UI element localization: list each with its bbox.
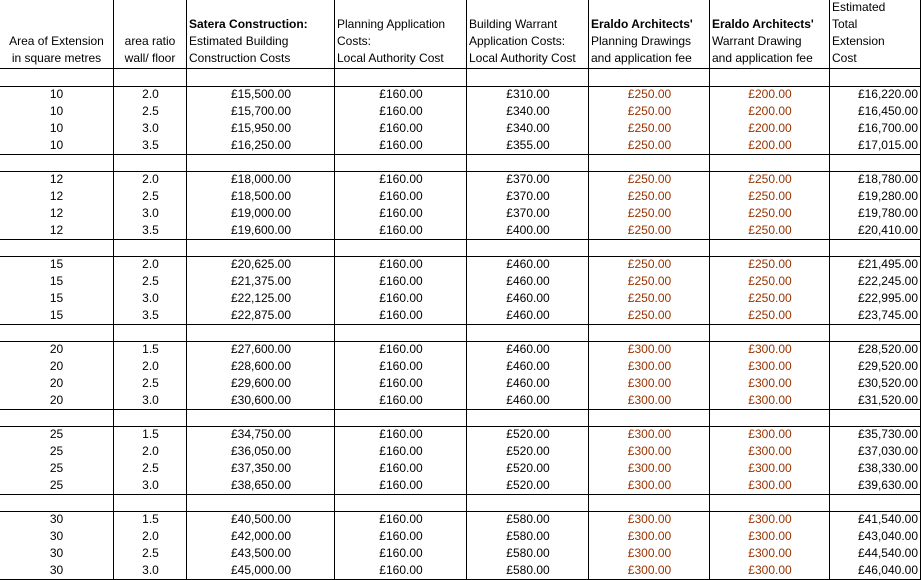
cell-architect-warrant: £300.00 xyxy=(748,461,792,475)
cell-architect-warrant: £250.00 xyxy=(748,274,792,288)
cell-architect-planning: £300.00 xyxy=(627,478,672,492)
cell-planning: £160.00 xyxy=(379,359,423,373)
cell-ratio: 3.5 xyxy=(142,308,159,322)
cell-ratio: 2.0 xyxy=(142,257,159,271)
cell-ratio: 3.0 xyxy=(142,291,159,305)
cell-total: £46,040.00 xyxy=(857,563,918,577)
cell-construction: £19,000.00 xyxy=(230,206,292,220)
cell-total: £21,495.00 xyxy=(857,257,918,271)
header-planning-line: Local Authority Cost xyxy=(337,51,444,65)
header-warrant-line xyxy=(469,0,586,16)
cell-ratio: 2.0 xyxy=(142,529,159,543)
cell-architect-planning: £250.00 xyxy=(627,172,672,186)
cell-area: 15 xyxy=(49,291,64,305)
cell-warrant: £520.00 xyxy=(506,427,550,441)
cell-area: 12 xyxy=(49,223,64,237)
cell-planning: £160.00 xyxy=(379,223,423,237)
column-divider xyxy=(186,0,187,579)
cell-construction: £43,500.00 xyxy=(230,546,292,560)
cell-area: 25 xyxy=(49,461,64,475)
cell-architect-planning: £250.00 xyxy=(627,257,672,271)
cell-ratio: 3.5 xyxy=(142,223,159,237)
cell-total: £16,700.00 xyxy=(857,121,918,135)
cell-architect-planning: £250.00 xyxy=(627,121,672,135)
cell-area: 30 xyxy=(49,563,64,577)
cell-planning: £160.00 xyxy=(379,563,423,577)
cell-ratio: 1.5 xyxy=(142,427,159,441)
cell-warrant: £460.00 xyxy=(506,257,550,271)
grid-line xyxy=(0,324,921,325)
cell-warrant: £580.00 xyxy=(506,529,550,543)
cell-ratio: 3.0 xyxy=(142,121,159,135)
cell-total: £19,780.00 xyxy=(857,206,918,220)
cell-total: £30,520.00 xyxy=(857,376,918,390)
cell-warrant: £520.00 xyxy=(506,444,550,458)
cell-area: 20 xyxy=(49,342,64,356)
header-planning-line xyxy=(337,0,464,16)
cell-ratio: 2.5 xyxy=(142,189,159,203)
header-construction-line: Construction Costs xyxy=(189,51,291,65)
cell-construction: £15,700.00 xyxy=(230,104,292,118)
cell-warrant: £460.00 xyxy=(506,291,550,305)
cell-total: £17,015.00 xyxy=(857,138,918,152)
cell-total: £18,780.00 xyxy=(857,172,918,186)
cell-planning: £160.00 xyxy=(379,257,423,271)
cell-planning: £160.00 xyxy=(379,172,423,186)
cell-total: £44,540.00 xyxy=(857,546,918,560)
cell-architect-warrant: £300.00 xyxy=(748,478,792,492)
cell-construction: £42,000.00 xyxy=(230,529,292,543)
cell-area: 20 xyxy=(49,376,64,390)
cell-area: 15 xyxy=(49,257,64,271)
header-ratio-line xyxy=(114,16,186,33)
cell-construction: £20,625.00 xyxy=(230,257,292,271)
cell-ratio: 2.0 xyxy=(142,444,159,458)
cell-warrant: £520.00 xyxy=(506,461,550,475)
cell-construction: £21,375.00 xyxy=(230,274,292,288)
cell-architect-planning: £250.00 xyxy=(627,138,672,152)
cell-total: £29,520.00 xyxy=(857,359,918,373)
cell-planning: £160.00 xyxy=(379,376,423,390)
header-warrant xyxy=(467,0,589,69)
cell-architect-planning: £300.00 xyxy=(627,359,672,373)
cell-architect-warrant: £300.00 xyxy=(748,529,792,543)
grid-line xyxy=(0,494,921,495)
cell-planning: £160.00 xyxy=(379,291,423,305)
cell-architect-planning: £300.00 xyxy=(627,342,672,356)
cell-ratio: 3.0 xyxy=(142,478,159,492)
column-divider xyxy=(334,0,335,579)
cell-construction: £28,600.00 xyxy=(230,359,292,373)
cell-planning: £160.00 xyxy=(379,512,423,526)
cell-construction: £37,350.00 xyxy=(230,461,292,475)
cell-ratio: 1.5 xyxy=(142,342,159,356)
cell-ratio: 3.0 xyxy=(142,206,159,220)
cell-ratio: 2.0 xyxy=(142,87,159,101)
cell-total: £38,330.00 xyxy=(857,461,918,475)
cell-architect-warrant: £300.00 xyxy=(748,342,792,356)
grid-line xyxy=(0,154,921,155)
cell-warrant: £340.00 xyxy=(506,121,550,135)
cell-architect-warrant: £300.00 xyxy=(748,444,792,458)
column-divider xyxy=(588,0,589,579)
header-architect-warrant-company: Eraldo Architects' xyxy=(712,17,814,31)
cell-architect-warrant: £250.00 xyxy=(748,223,792,237)
cell-area: 30 xyxy=(49,546,64,560)
header-construction xyxy=(187,0,335,69)
cell-architect-planning: £300.00 xyxy=(627,393,672,407)
cell-warrant: £580.00 xyxy=(506,512,550,526)
header-total xyxy=(830,0,921,69)
cell-warrant: £460.00 xyxy=(506,308,550,322)
cell-construction: £27,600.00 xyxy=(230,342,292,356)
cell-construction: £45,000.00 xyxy=(230,563,292,577)
cell-warrant: £370.00 xyxy=(506,189,550,203)
header-architect-warrant-line xyxy=(712,0,827,16)
header-total-line: Total xyxy=(832,17,858,31)
header-area-line xyxy=(0,0,113,16)
cell-architect-planning: £250.00 xyxy=(627,104,672,118)
cell-total: £31,520.00 xyxy=(857,393,918,407)
column-divider xyxy=(709,0,710,579)
cell-area: 20 xyxy=(49,393,64,407)
cell-construction: £22,875.00 xyxy=(230,308,292,322)
cell-ratio: 2.5 xyxy=(142,274,159,288)
cell-area: 25 xyxy=(49,478,64,492)
cell-architect-planning: £300.00 xyxy=(627,546,672,560)
cell-total: £20,410.00 xyxy=(857,223,918,237)
cell-planning: £160.00 xyxy=(379,274,423,288)
cell-planning: £160.00 xyxy=(379,546,423,560)
cell-architect-warrant: £250.00 xyxy=(748,308,792,322)
header-ratio-line: area ratio xyxy=(124,34,176,48)
cell-warrant: £370.00 xyxy=(506,172,550,186)
cell-architect-warrant: £200.00 xyxy=(748,104,792,118)
header-planning xyxy=(335,0,467,69)
cell-area: 12 xyxy=(49,189,64,203)
grid-line xyxy=(0,239,921,240)
header-warrant-line: Local Authority Cost xyxy=(469,51,576,65)
cell-ratio: 3.0 xyxy=(142,563,159,577)
cell-area: 10 xyxy=(49,138,64,152)
cell-area: 15 xyxy=(49,308,64,322)
cell-architect-warrant: £200.00 xyxy=(748,138,792,152)
cell-planning: £160.00 xyxy=(379,529,423,543)
cell-architect-warrant: £300.00 xyxy=(748,546,792,560)
cell-architect-warrant: £250.00 xyxy=(748,291,792,305)
cell-architect-planning: £250.00 xyxy=(627,291,672,305)
cell-warrant: £580.00 xyxy=(506,546,550,560)
header-warrant-line: Application Costs: xyxy=(469,34,566,48)
header-architect-planning-line: Planning Drawings xyxy=(591,34,692,48)
header-planning-line: Costs: xyxy=(337,34,372,48)
cell-warrant: £355.00 xyxy=(506,138,550,152)
cell-ratio: 2.5 xyxy=(142,104,159,118)
cell-architect-planning: £300.00 xyxy=(627,444,672,458)
cell-architect-planning: £300.00 xyxy=(627,427,672,441)
header-area xyxy=(0,0,114,69)
cell-warrant: £460.00 xyxy=(506,359,550,373)
cell-area: 10 xyxy=(49,87,64,101)
cell-ratio: 2.5 xyxy=(142,546,159,560)
cell-architect-planning: £300.00 xyxy=(627,529,672,543)
cell-architect-planning: £300.00 xyxy=(627,376,672,390)
cell-construction: £40,500.00 xyxy=(230,512,292,526)
cell-area: 12 xyxy=(49,172,64,186)
cell-total: £23,745.00 xyxy=(857,308,918,322)
header-total-line: Estimated xyxy=(832,0,886,14)
cell-planning: £160.00 xyxy=(379,393,423,407)
cell-construction: £29,600.00 xyxy=(230,376,292,390)
cell-construction: £38,650.00 xyxy=(230,478,292,492)
cell-architect-planning: £250.00 xyxy=(627,223,672,237)
cell-architect-warrant: £200.00 xyxy=(748,121,792,135)
cell-area: 20 xyxy=(49,359,64,373)
cell-architect-planning: £250.00 xyxy=(627,87,672,101)
cell-construction: £18,500.00 xyxy=(230,189,292,203)
header-total-line: Cost xyxy=(832,51,857,65)
header-planning-line: Planning Application xyxy=(337,17,446,31)
cell-planning: £160.00 xyxy=(379,308,423,322)
cell-architect-planning: £300.00 xyxy=(627,563,672,577)
column-divider xyxy=(829,0,830,579)
cell-construction: £36,050.00 xyxy=(230,444,292,458)
cell-ratio: 1.5 xyxy=(142,512,159,526)
cell-planning: £160.00 xyxy=(379,342,423,356)
cell-total: £35,730.00 xyxy=(857,427,918,441)
header-area-line xyxy=(0,16,113,33)
cell-total: £22,995.00 xyxy=(857,291,918,305)
cell-planning: £160.00 xyxy=(379,104,423,118)
cell-architect-warrant: £300.00 xyxy=(748,359,792,373)
cell-architect-warrant: £300.00 xyxy=(748,512,792,526)
cell-area: 10 xyxy=(49,104,64,118)
cell-total: £41,540.00 xyxy=(857,512,918,526)
cell-architect-planning: £250.00 xyxy=(627,206,672,220)
header-ratio xyxy=(114,0,187,69)
cell-planning: £160.00 xyxy=(379,461,423,475)
cell-architect-warrant: £250.00 xyxy=(748,257,792,271)
cell-warrant: £460.00 xyxy=(506,393,550,407)
cell-construction: £15,500.00 xyxy=(230,87,292,101)
cell-construction: £30,600.00 xyxy=(230,393,292,407)
cell-warrant: £460.00 xyxy=(506,342,550,356)
cell-total: £43,040.00 xyxy=(857,529,918,543)
cell-architect-planning: £250.00 xyxy=(627,189,672,203)
column-divider xyxy=(466,0,467,579)
cell-planning: £160.00 xyxy=(379,427,423,441)
cell-area: 30 xyxy=(49,529,64,543)
cell-construction: £22,125.00 xyxy=(230,291,292,305)
cell-architect-warrant: £250.00 xyxy=(748,206,792,220)
cell-planning: £160.00 xyxy=(379,478,423,492)
header-ratio-line: wall/ floor xyxy=(124,51,176,65)
header-architect-warrant-line: Warrant Drawing xyxy=(712,34,802,48)
cell-ratio: 3.0 xyxy=(142,393,159,407)
header-construction-line xyxy=(189,0,332,16)
cell-construction: £16,250.00 xyxy=(230,138,292,152)
cell-construction: £18,000.00 xyxy=(230,172,292,186)
cell-ratio: 2.5 xyxy=(142,461,159,475)
header-total-line: Extension xyxy=(832,34,885,48)
header-construction-line: Estimated Building xyxy=(189,34,289,48)
cell-architect-planning: £300.00 xyxy=(627,461,672,475)
header-area-line: Area of Extension xyxy=(9,34,104,48)
cell-area: 25 xyxy=(49,444,64,458)
cell-warrant: £400.00 xyxy=(506,223,550,237)
cell-area: 10 xyxy=(49,121,64,135)
cell-architect-warrant: £250.00 xyxy=(748,189,792,203)
cell-warrant: £460.00 xyxy=(506,274,550,288)
cell-construction: £34,750.00 xyxy=(230,427,292,441)
cell-total: £37,030.00 xyxy=(857,444,918,458)
header-architect-planning-line xyxy=(591,0,707,16)
column-divider xyxy=(113,0,114,579)
cell-architect-warrant: £200.00 xyxy=(748,87,792,101)
header-warrant-line: Building Warrant xyxy=(469,17,558,31)
cell-warrant: £310.00 xyxy=(506,87,550,101)
cell-ratio: 2.5 xyxy=(142,376,159,390)
cell-warrant: £580.00 xyxy=(506,563,550,577)
cell-architect-warrant: £300.00 xyxy=(748,393,792,407)
cell-architect-warrant: £250.00 xyxy=(748,172,792,186)
cell-warrant: £460.00 xyxy=(506,376,550,390)
cell-total: £16,220.00 xyxy=(857,87,918,101)
cell-total: £28,520.00 xyxy=(857,342,918,356)
cell-planning: £160.00 xyxy=(379,189,423,203)
cell-warrant: £520.00 xyxy=(506,478,550,492)
cell-total: £16,450.00 xyxy=(857,104,918,118)
cell-architect-planning: £300.00 xyxy=(627,512,672,526)
header-architect-planning xyxy=(589,0,710,69)
cell-planning: £160.00 xyxy=(379,444,423,458)
cell-architect-warrant: £300.00 xyxy=(748,563,792,577)
header-ratio-line xyxy=(114,0,186,16)
grid-line xyxy=(0,409,921,410)
cell-ratio: 2.0 xyxy=(142,359,159,373)
header-architect-planning-line: and application fee xyxy=(591,51,692,65)
header-architect-planning-company: Eraldo Architects' xyxy=(591,17,693,31)
cell-total: £22,245.00 xyxy=(857,274,918,288)
cell-total: £19,280.00 xyxy=(857,189,918,203)
cell-architect-warrant: £300.00 xyxy=(748,427,792,441)
header-architect-warrant-line: and application fee xyxy=(712,51,813,65)
cell-ratio: 3.5 xyxy=(142,138,159,152)
cell-area: 15 xyxy=(49,274,64,288)
cell-architect-warrant: £300.00 xyxy=(748,376,792,390)
cell-planning: £160.00 xyxy=(379,121,423,135)
cell-planning: £160.00 xyxy=(379,138,423,152)
cell-warrant: £370.00 xyxy=(506,206,550,220)
header-area-line: in square metres xyxy=(11,51,102,65)
cell-area: 12 xyxy=(49,206,64,220)
cell-area: 30 xyxy=(49,512,64,526)
cell-area: 25 xyxy=(49,427,64,441)
cell-construction: £15,950.00 xyxy=(230,121,292,135)
cell-construction: £19,600.00 xyxy=(230,223,292,237)
cell-architect-planning: £250.00 xyxy=(627,308,672,322)
cell-planning: £160.00 xyxy=(379,87,423,101)
header-construction-company: Satera Construction: xyxy=(189,17,308,31)
cell-architect-planning: £250.00 xyxy=(627,274,672,288)
cell-ratio: 2.0 xyxy=(142,172,159,186)
cell-planning: £160.00 xyxy=(379,206,423,220)
cell-warrant: £340.00 xyxy=(506,104,550,118)
cell-total: £39,630.00 xyxy=(857,478,918,492)
header-architect-warrant xyxy=(710,0,830,69)
